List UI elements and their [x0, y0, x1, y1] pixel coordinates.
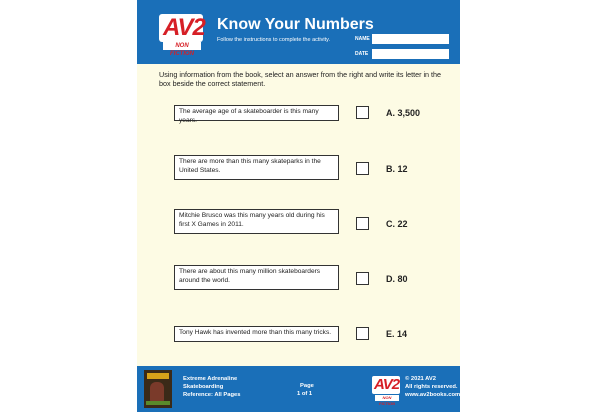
footer-page-label: Page — [300, 383, 314, 389]
date-field[interactable] — [372, 49, 449, 59]
footer-av2-logo — [370, 374, 402, 404]
header-bar — [137, 0, 460, 64]
footer-copyright: © 2021 AV2 — [405, 376, 437, 382]
answer-option-d: D. 80 — [386, 274, 408, 284]
footer-reference: Reference: All Pages — [183, 392, 241, 398]
footer-website[interactable]: www.av2books.com — [405, 392, 461, 398]
page-title: Know Your Numbers — [217, 16, 374, 33]
answer-box-4[interactable] — [356, 272, 369, 285]
footer-book-title: Skateboarding — [183, 384, 224, 390]
footer-series: Extreme Adrenaline — [183, 376, 238, 382]
answer-box-2[interactable] — [356, 162, 369, 175]
statement-3: Mitchie Brusco was this many years old during his first X Games in 2011. — [174, 209, 339, 234]
answer-box-1[interactable] — [356, 106, 369, 119]
statement-4: There are about this many million skateboarders around the world. — [174, 265, 339, 290]
statement-5: Tony Hawk has invented more than this many tricks. — [174, 326, 339, 342]
logo-subtext: NON FICTION — [163, 42, 201, 50]
footer-page-value: 1 of 1 — [297, 391, 313, 397]
av2-logo — [153, 8, 209, 57]
footer-bar — [137, 366, 460, 412]
book-cover-image — [144, 370, 172, 408]
footer-logo-badge — [372, 376, 400, 394]
name-field[interactable] — [372, 34, 449, 44]
answer-box-5[interactable] — [356, 327, 369, 340]
worksheet — [137, 0, 460, 412]
statement-2: There are more than this many skateparks in the United States. — [174, 155, 339, 180]
answer-option-c: C. 22 — [386, 219, 408, 229]
page-subtitle: Follow the instructions to complete the activity. — [217, 37, 331, 43]
statement-1: The average age of a skateboarder is this many years. — [174, 105, 339, 121]
logo-text: AV2 — [163, 14, 205, 41]
answer-option-a: A. 3,500 — [386, 108, 421, 118]
answer-box-3[interactable] — [356, 217, 369, 230]
answer-option-b: B. 12 — [386, 164, 408, 174]
footer-logo-subtext: NON FICTION — [375, 395, 399, 401]
answer-option-e: E. 14 — [386, 329, 408, 339]
footer-logo-text: AV2 — [374, 376, 400, 393]
date-label: DATE — [355, 51, 369, 57]
logo-badge — [159, 14, 203, 42]
instructions-text: Using information from the book, select an answer from the right and write its letter in the box beside the correct statement. — [159, 70, 442, 88]
footer-rights: All rights reserved. — [405, 384, 458, 390]
name-label: NAME — [355, 36, 370, 42]
